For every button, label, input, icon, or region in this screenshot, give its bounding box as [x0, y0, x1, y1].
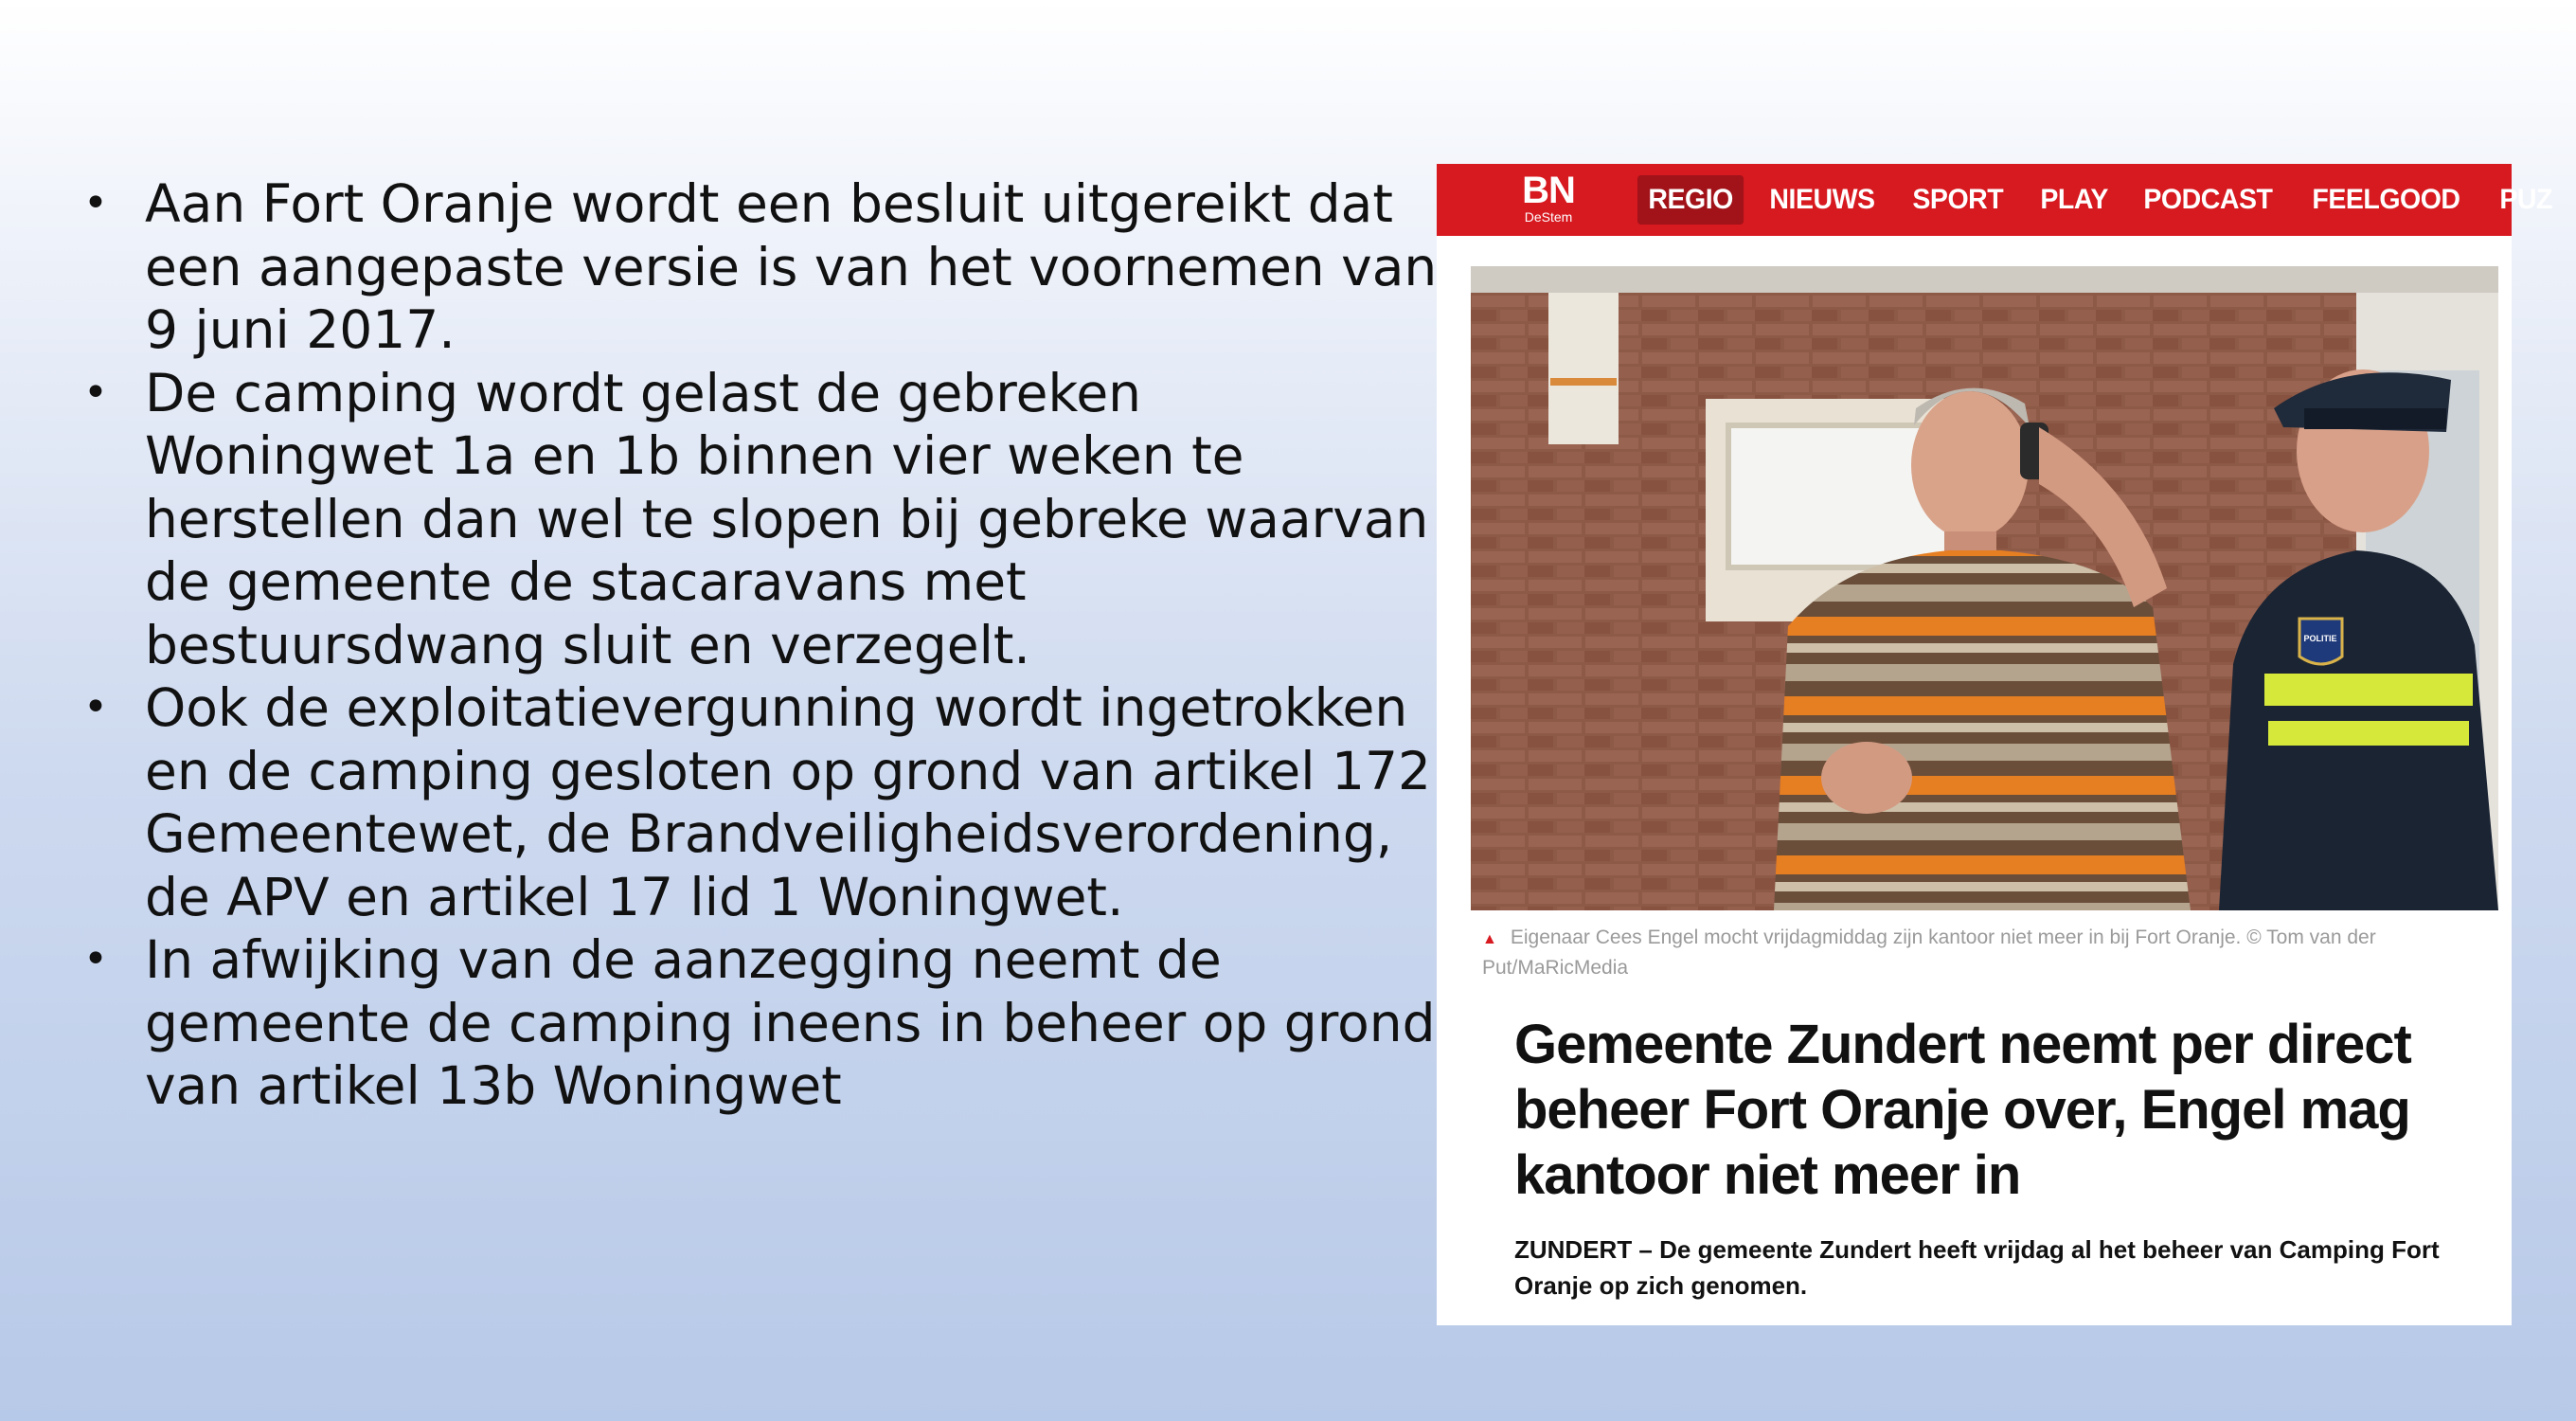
nav-item-play[interactable]: PLAY [2040, 184, 2108, 215]
caption-text: Eigenaar Cees Engel mocht vrijdagmiddag zijn kantoor niet meer in bij Fort Oranje. © Tom van der Put/MaRicMedia [1482, 926, 2376, 979]
bn-destem-logo[interactable] [1515, 171, 1582, 230]
nav-item-podcast[interactable]: PODCAST [2143, 184, 2273, 215]
nav-item-sport[interactable]: SPORT [1912, 184, 2004, 215]
bullet-item [83, 172, 1438, 362]
news-article-screenshot [1437, 164, 2552, 1325]
bullet-dot: • [83, 368, 108, 417]
logo-sub: DeStem [1524, 209, 1573, 225]
police-badge-text: POLITIE [2303, 634, 2337, 643]
nav-item-regio[interactable]: REGIO [1637, 175, 1744, 225]
photo-illustration [1471, 266, 2498, 910]
article-headline: Gemeente Zundert neemt per direct beheer Fort Oranje over, Engel mag kantoor niet meer in [1514, 1014, 2411, 1206]
bullet-text: De camping wordt gelast de gebreken Woningwet 1a en 1b binnen vier weken te herstellen dan wel te slopen bij gebreke waarvan de gemeente de stacaravans met bestuursdwang sluit en verzegelt. [145, 362, 1429, 675]
nav-item-puzzels[interactable]: PUZ [2499, 184, 2552, 215]
nav-item-nieuws[interactable]: NIEUWS [1769, 184, 1875, 215]
bullet-dot: • [83, 179, 108, 227]
bullet-item [83, 362, 1438, 677]
article-photo [1471, 266, 2498, 910]
triangle-up-icon: ▲ [1482, 931, 1497, 947]
nav-item-feelgood[interactable]: FEELGOOD [2311, 184, 2460, 215]
article-lead: ZUNDERT – De gemeente Zundert heeft vrijdag al het beheer van Camping Fort Oranje op zich genomen. [1514, 1235, 2440, 1300]
nav-menu [1637, 175, 2576, 225]
bullet-dot: • [83, 683, 108, 731]
photo-caption [1482, 924, 2467, 982]
bullet-dot: • [83, 935, 108, 983]
bullet-text: Aan Fort Oranje wordt een besluit uitgereikt dat een aangepaste versie is van het voornemen van 9 juni 2017. [145, 173, 1438, 360]
bullet-list [83, 172, 1438, 1118]
bullet-text: In afwijking van de aanzegging neemt de gemeente de camping ineens in beheer op grond van artikel 13b Woningwet [145, 929, 1436, 1116]
site-navbar [1437, 164, 2552, 236]
bullet-text: Ook de exploitatievergunning wordt ingetrokken en de camping gesloten op grond van artikel 172 Gemeentewet, de Brandveiligheidsverordening, de APV en artikel 17 lid 1 Woningwet. [145, 677, 1431, 927]
logo-main: BN [1522, 170, 1575, 211]
bullet-item [83, 676, 1438, 928]
bullet-item [83, 928, 1438, 1118]
